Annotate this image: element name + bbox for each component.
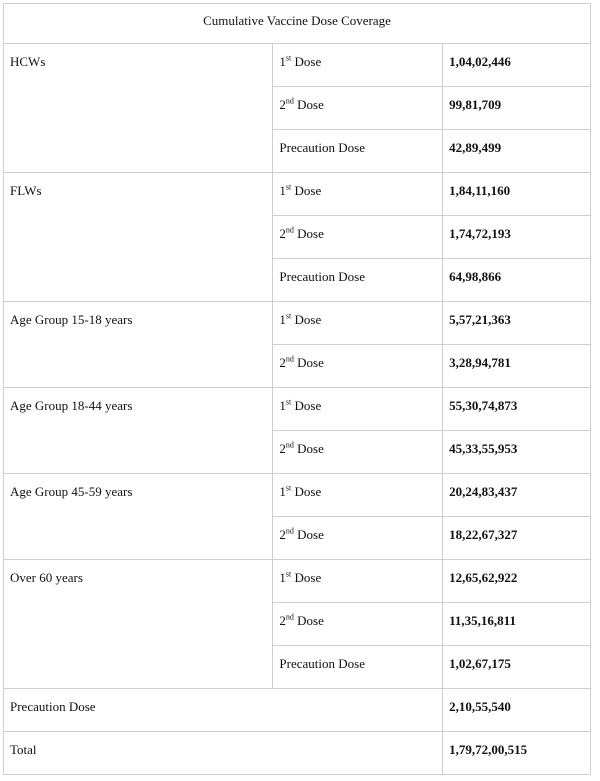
- dose-count: 64,98,866: [443, 259, 591, 302]
- dose-count: 42,89,499: [443, 130, 591, 173]
- title-row: [4, 4, 591, 44]
- dose-label: [273, 560, 443, 603]
- table-title: Cumulative Vaccine Dose Coverage: [4, 4, 591, 44]
- table-row: [4, 388, 591, 431]
- vaccine-coverage-table: [3, 3, 591, 775]
- dose-label-base: Precaution Dose: [279, 656, 365, 671]
- dose-label: [273, 603, 443, 646]
- dose-label-rest: Dose: [291, 484, 322, 499]
- total-row-label: Total: [4, 732, 443, 775]
- dose-count: 1,74,72,193: [443, 216, 591, 259]
- table-row: [4, 302, 591, 345]
- dose-label-base: 1: [279, 312, 286, 327]
- dose-label-rest: Dose: [293, 355, 324, 370]
- dose-label-base: 1: [279, 570, 286, 585]
- table-row: [4, 560, 591, 603]
- dose-label: [273, 431, 443, 474]
- dose-label: [273, 517, 443, 560]
- dose-label-rest: Dose: [293, 527, 324, 542]
- dose-count: 11,35,16,811: [443, 603, 591, 646]
- total-row: [4, 732, 591, 775]
- dose-label: [273, 345, 443, 388]
- dose-label-base: 1: [279, 484, 286, 499]
- table-row: [4, 173, 591, 216]
- precaution-dose-row: [4, 689, 591, 732]
- dose-ordinal-suffix: nd: [285, 354, 294, 364]
- dose-count: 1,84,11,160: [443, 173, 591, 216]
- dose-label: [273, 87, 443, 130]
- dose-label: [273, 216, 443, 259]
- dose-label-rest: Dose: [293, 441, 324, 456]
- dose-label-base: 2: [279, 97, 286, 112]
- dose-label-base: 2: [279, 226, 286, 241]
- dose-label: [273, 259, 443, 302]
- dose-ordinal-suffix: nd: [285, 225, 294, 235]
- dose-label-rest: Dose: [291, 183, 322, 198]
- dose-label-rest: Dose: [291, 570, 322, 585]
- dose-count: 20,24,83,437: [443, 474, 591, 517]
- dose-label-base: 1: [279, 183, 286, 198]
- dose-ordinal-suffix: nd: [285, 526, 294, 536]
- dose-count: 1,02,67,175: [443, 646, 591, 689]
- dose-label-base: Precaution Dose: [279, 140, 365, 155]
- dose-count: 12,65,62,922: [443, 560, 591, 603]
- coverage-table-wrapper: [3, 3, 591, 775]
- dose-count: 5,57,21,363: [443, 302, 591, 345]
- group-label: Age Group 15-18 years: [4, 302, 273, 388]
- total-row-value: 1,79,72,00,515: [443, 732, 591, 775]
- dose-ordinal-suffix: nd: [285, 612, 294, 622]
- dose-label: [273, 646, 443, 689]
- dose-label-base: 2: [279, 441, 286, 456]
- dose-label: [273, 474, 443, 517]
- dose-ordinal-suffix: st: [285, 53, 292, 63]
- precaution-dose-row-value: 2,10,55,540: [443, 689, 591, 732]
- dose-label: [273, 130, 443, 173]
- group-label: FLWs: [4, 173, 273, 302]
- dose-ordinal-suffix: st: [285, 311, 292, 321]
- dose-label: [273, 388, 443, 431]
- dose-label-base: 2: [279, 527, 286, 542]
- dose-ordinal-suffix: nd: [285, 440, 294, 450]
- dose-label: [273, 302, 443, 345]
- dose-label-rest: Dose: [291, 312, 322, 327]
- group-label: Age Group 18-44 years: [4, 388, 273, 474]
- dose-count: 99,81,709: [443, 87, 591, 130]
- table-row: [4, 44, 591, 87]
- dose-label-base: 1: [279, 398, 286, 413]
- dose-label: [273, 44, 443, 87]
- dose-label-rest: Dose: [291, 54, 322, 69]
- dose-count: 55,30,74,873: [443, 388, 591, 431]
- dose-count: 18,22,67,327: [443, 517, 591, 560]
- dose-label-base: Precaution Dose: [279, 269, 365, 284]
- group-label: Over 60 years: [4, 560, 273, 689]
- dose-ordinal-suffix: st: [285, 569, 292, 579]
- group-label: HCWs: [4, 44, 273, 173]
- dose-count: 1,04,02,446: [443, 44, 591, 87]
- table-body: [4, 4, 591, 775]
- group-label: Age Group 45-59 years: [4, 474, 273, 560]
- dose-count: 3,28,94,781: [443, 345, 591, 388]
- dose-label-rest: Dose: [293, 226, 324, 241]
- dose-label-rest: Dose: [293, 97, 324, 112]
- dose-ordinal-suffix: nd: [285, 96, 294, 106]
- table-row: [4, 474, 591, 517]
- dose-label-rest: Dose: [293, 613, 324, 628]
- dose-ordinal-suffix: st: [285, 182, 292, 192]
- dose-label: [273, 173, 443, 216]
- dose-count: 45,33,55,953: [443, 431, 591, 474]
- dose-label-base: 2: [279, 355, 286, 370]
- dose-ordinal-suffix: st: [285, 397, 292, 407]
- dose-ordinal-suffix: st: [285, 483, 292, 493]
- dose-label-rest: Dose: [291, 398, 322, 413]
- dose-label-base: 2: [279, 613, 286, 628]
- dose-label-base: 1: [279, 54, 286, 69]
- precaution-dose-row-label: Precaution Dose: [4, 689, 443, 732]
